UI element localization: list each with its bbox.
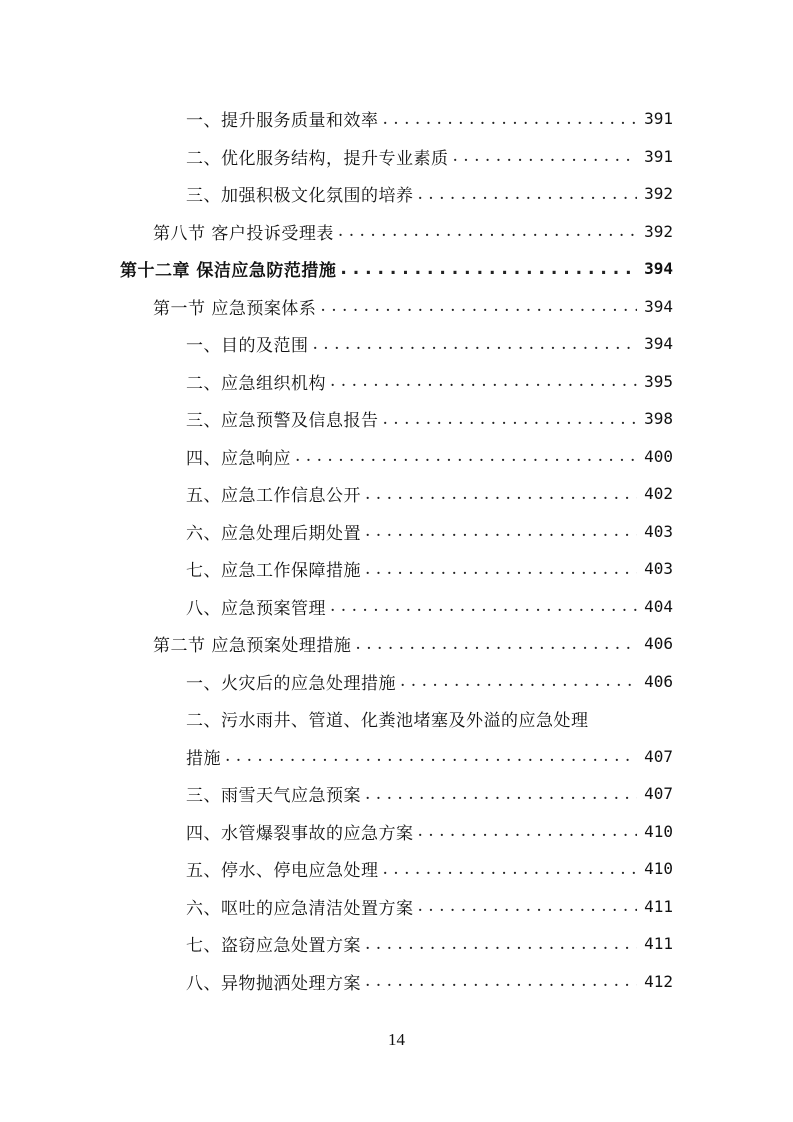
toc-entry-title: 七、应急工作保障措施 xyxy=(186,561,361,582)
toc-entry[interactable] xyxy=(0,400,793,438)
toc-entry-title: 七、盗窃应急处置方案 xyxy=(186,936,361,957)
toc-entry[interactable] xyxy=(0,588,793,626)
dot-leader xyxy=(295,446,637,466)
toc-entry-page: 407 xyxy=(644,746,673,766)
toc-entry-title: 三、应急预警及信息报告 xyxy=(186,411,379,432)
toc-entry[interactable] xyxy=(0,325,793,363)
dot-leader xyxy=(365,784,637,804)
dot-leader xyxy=(338,221,637,241)
dot-leader xyxy=(340,259,637,279)
toc-entry-page: 403 xyxy=(644,521,673,541)
dot-leader xyxy=(383,109,638,129)
toc-entry-page: 392 xyxy=(644,221,673,241)
toc-entry-wrapped-line2[interactable] xyxy=(0,738,793,776)
toc-entry[interactable] xyxy=(0,888,793,926)
toc-entry-page: 394 xyxy=(644,296,673,316)
table-of-contents xyxy=(0,100,793,1000)
toc-entry[interactable] xyxy=(0,925,793,963)
toc-entry-page: 394 xyxy=(644,259,673,279)
toc-entry[interactable] xyxy=(0,475,793,513)
toc-entry-title: 一、目的及范围 xyxy=(186,336,309,357)
dot-leader xyxy=(355,634,637,654)
dot-leader xyxy=(313,334,638,354)
toc-entry-title: 六、呕吐的应急清洁处置方案 xyxy=(186,898,414,919)
toc-entry-title: 八、异物抛洒处理方案 xyxy=(186,973,361,994)
toc-entry[interactable] xyxy=(0,213,793,251)
toc-entry-chapter[interactable] xyxy=(0,250,793,288)
dot-leader xyxy=(383,859,638,879)
dot-leader xyxy=(365,971,637,991)
toc-entry-page: 394 xyxy=(644,334,673,354)
toc-entry-title-continued: 措施 xyxy=(186,748,221,769)
toc-entry-title: 三、加强积极文化氛围的培养 xyxy=(186,186,414,207)
toc-entry-title: 五、应急工作信息公开 xyxy=(186,486,361,507)
toc-entry-page: 407 xyxy=(644,784,673,804)
toc-entry[interactable] xyxy=(0,175,793,213)
dot-leader xyxy=(320,296,637,316)
toc-entry-page: 406 xyxy=(644,634,673,654)
toc-entry-page: 403 xyxy=(644,559,673,579)
toc-entry-title: 第十二章 保洁应急防范措施 xyxy=(120,261,337,282)
toc-entry[interactable] xyxy=(0,100,793,138)
toc-entry-title: 二、污水雨井、管道、化粪池堵塞及外溢的应急处理 xyxy=(186,711,589,732)
dot-leader xyxy=(330,596,637,616)
toc-entry[interactable] xyxy=(0,963,793,1001)
toc-entry[interactable] xyxy=(0,813,793,851)
toc-entry-title: 八、应急预案管理 xyxy=(186,598,326,619)
dot-leader xyxy=(330,371,637,391)
dot-leader xyxy=(453,146,638,166)
toc-entry-page: 410 xyxy=(644,821,673,841)
toc-entry-page: 411 xyxy=(644,934,673,954)
toc-entry-page: 412 xyxy=(644,971,673,991)
toc-entry-title: 第一节 应急预案体系 xyxy=(153,298,317,319)
dot-leader xyxy=(418,821,638,841)
toc-entry-page: 400 xyxy=(644,446,673,466)
toc-entry-page: 398 xyxy=(644,409,673,429)
toc-entry-title: 一、提升服务质量和效率 xyxy=(186,111,379,132)
dot-leader xyxy=(400,671,637,691)
toc-entry[interactable] xyxy=(0,625,793,663)
toc-entry-page: 391 xyxy=(644,109,673,129)
dot-leader xyxy=(365,484,637,504)
dot-leader xyxy=(365,934,637,954)
dot-leader xyxy=(225,746,637,766)
page-number: 14 xyxy=(388,1030,405,1049)
toc-entry-page: 406 xyxy=(644,671,673,691)
dot-leader xyxy=(365,559,637,579)
toc-entry-page: 392 xyxy=(644,184,673,204)
toc-entry-title: 三、雨雪天气应急预案 xyxy=(186,786,361,807)
toc-entry-title: 第八节 客户投诉受理表 xyxy=(153,223,334,244)
toc-entry-title: 二、优化服务结构，提升专业素质 xyxy=(186,148,449,169)
toc-entry-page: 404 xyxy=(644,596,673,616)
toc-entry-title: 二、应急组织机构 xyxy=(186,373,326,394)
toc-entry-title: 四、应急响应 xyxy=(186,448,291,469)
toc-entry[interactable] xyxy=(0,663,793,701)
toc-entry[interactable] xyxy=(0,850,793,888)
dot-leader xyxy=(383,409,638,429)
toc-entry[interactable] xyxy=(0,363,793,401)
toc-entry[interactable] xyxy=(0,438,793,476)
toc-entry[interactable] xyxy=(0,775,793,813)
toc-entry-page: 395 xyxy=(644,371,673,391)
toc-entry-title: 第二节 应急预案处理措施 xyxy=(153,636,352,657)
toc-entry-page: 391 xyxy=(644,146,673,166)
toc-entry[interactable] xyxy=(0,288,793,326)
dot-leader xyxy=(365,521,637,541)
toc-entry-title: 四、水管爆裂事故的应急方案 xyxy=(186,823,414,844)
dot-leader xyxy=(418,896,638,916)
toc-entry-wrapped-line1[interactable] xyxy=(0,700,793,738)
dot-leader xyxy=(418,184,638,204)
toc-entry[interactable] xyxy=(0,550,793,588)
toc-entry-title: 六、应急处理后期处置 xyxy=(186,523,361,544)
toc-entry[interactable] xyxy=(0,138,793,176)
toc-entry-page: 411 xyxy=(644,896,673,916)
toc-entry-title: 五、停水、停电应急处理 xyxy=(186,861,379,882)
toc-entry-title: 一、火灾后的应急处理措施 xyxy=(186,673,396,694)
toc-entry-page: 410 xyxy=(644,859,673,879)
toc-entry[interactable] xyxy=(0,513,793,551)
toc-entry-page: 402 xyxy=(644,484,673,504)
